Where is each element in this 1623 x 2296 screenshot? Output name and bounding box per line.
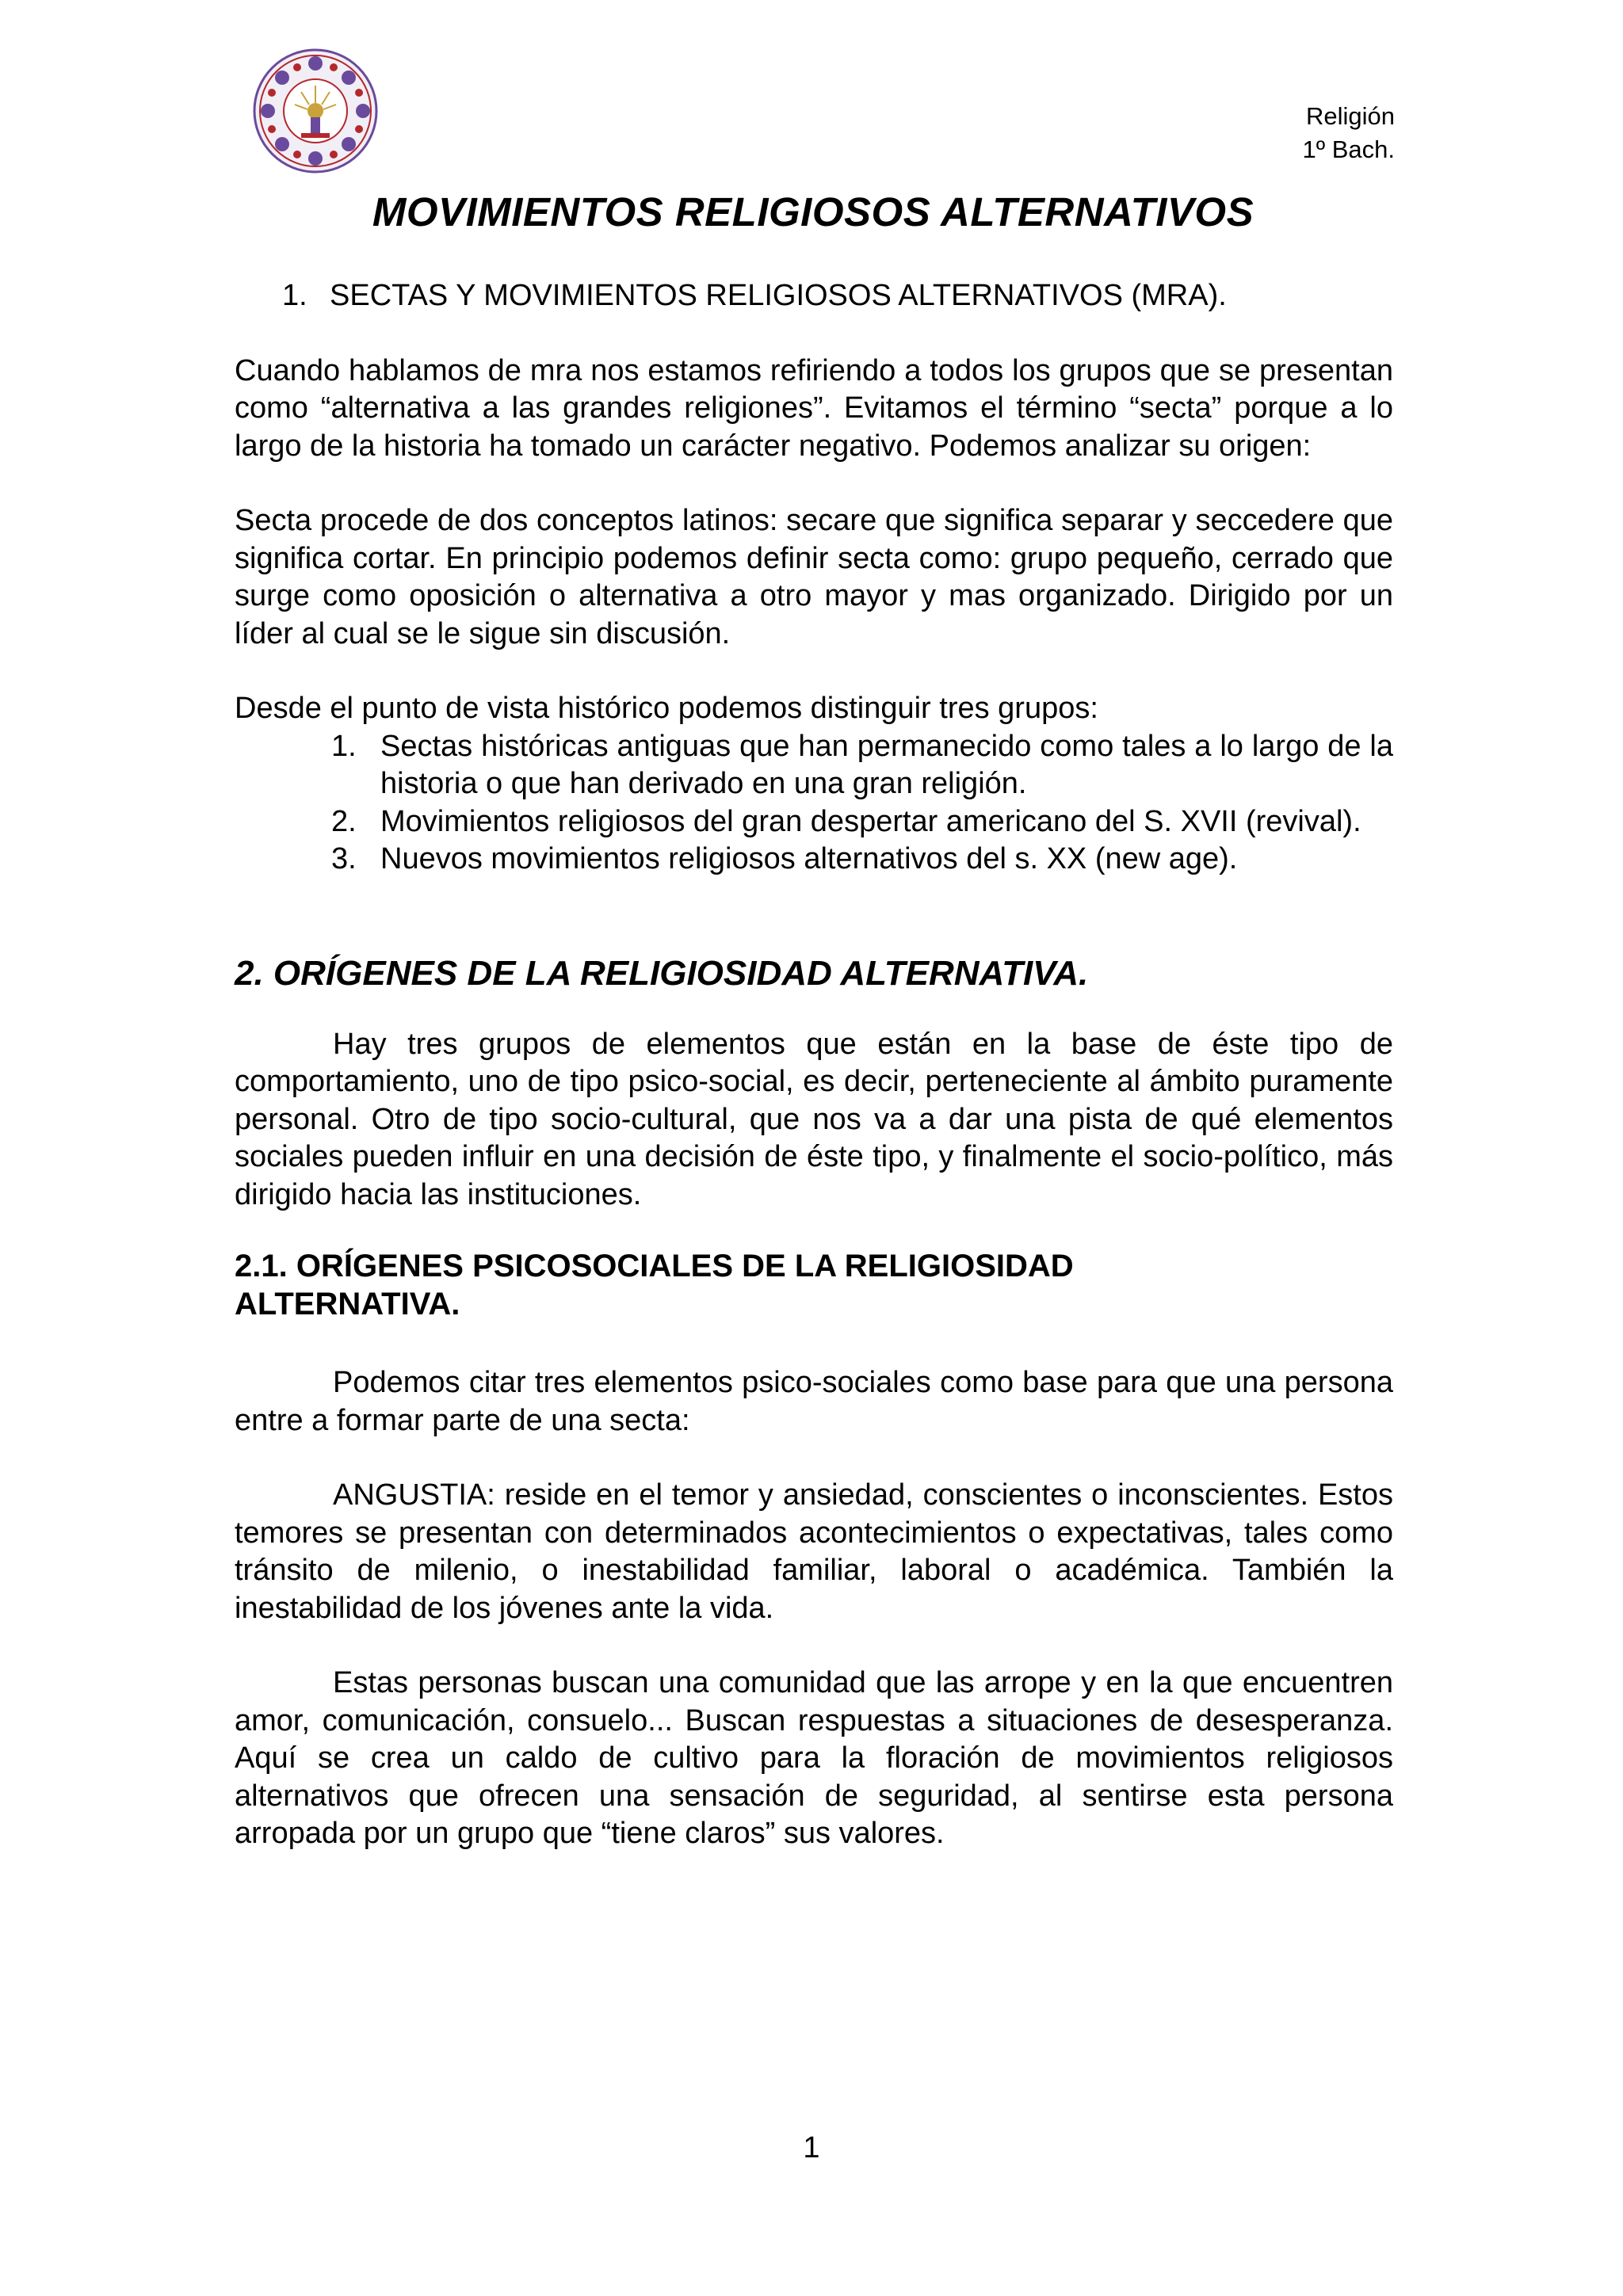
section-1-number: 1. (282, 279, 307, 312)
list-item (235, 841, 1393, 879)
section-2-1-heading-line: ALTERNATIVA. (235, 1287, 460, 1322)
page-header (1303, 100, 1395, 166)
list-item-number: 1. (331, 729, 357, 763)
list-item (235, 728, 1393, 803)
list-item-text: Movimientos religiosos del gran despertar americano del S. XVII (revival). (380, 804, 1361, 838)
paragraph: Podemos citar tres elementos psico-sociales como base para que una persona entre a formar parte de una secta: (235, 1366, 1393, 1437)
paragraph: Estas personas buscan una comunidad que las arrope y en la que encuentren amor, comunicación, consuelo... Buscan respuestas a situaciones de desesperanza. Aquí se crea un caldo de cultivo para la floración de movimientos religiosos alternativos que ofrecen una sensación de seguridad, al sentirse esta persona arropada por un grupo que “tiene claros” sus valores. (235, 1666, 1393, 1850)
section-2-heading: 2. ORÍGENES DE LA RELIGIOSIDAD ALTERNATIVA. (235, 953, 1089, 993)
section-2-1-heading (235, 1247, 1393, 1323)
header-course: 1º Bach. (1302, 135, 1395, 163)
paragraph: Hay tres grupos de elementos que están en la base de éste tipo de comportamiento, uno de tipo psico-social, es decir, perteneciente al ámbito puramente personal. Otro de tipo socio-cultural, que nos va a dar una pista de qué elementos sociales pueden influir en una decisión de éste tipo, y finalmente el socio-político, más dirigido hacia las instituciones. (235, 1027, 1393, 1211)
document-body (235, 277, 1393, 1853)
paragraph: Secta procede de dos conceptos latinos: secare que significa separar y seccedere que significa cortar. En principio podemos definir secta como: grupo pequeño, cerrado que surge como oposición o alternativa a otro mayor y mas organizado. Dirigido por un líder al cual se le sigue sin discusión. (235, 504, 1393, 650)
section-1-heading (282, 277, 1393, 315)
header-subject: Religión (1305, 102, 1395, 130)
paragraph: Cuando hablamos de mra nos estamos refiriendo a todos los grupos que se presentan como “alternativa a las grandes religiones”. Evitamos el término “secta” porque a lo largo de la historia ha tomado un carácter negativo. Podemos analizar su origen: (235, 353, 1393, 463)
list-item-text: Nuevos movimientos religiosos alternativos del s. XX (new age). (380, 842, 1238, 875)
section-1-title: SECTAS Y MOVIMIENTOS RELIGIOSOS ALTERNATIVOS (MRA). (330, 279, 1227, 312)
document-title: MOVIMIENTOS RELIGIOSOS ALTERNATIVOS (372, 189, 1254, 235)
list-item (235, 803, 1393, 841)
school-seal-icon (252, 48, 379, 174)
paragraph: ANGUSTIA: reside en el temor y ansiedad, conscientes o inconscientes. Estos temores se presentan con determinados acontecimientos o expectativas, tales como tránsito de milenio, o inestabilidad familiar, laboral o académica. También la inestabilidad de los jóvenes ante la vida. (235, 1478, 1393, 1625)
list-item-number: 3. (331, 842, 357, 875)
section-2-1-heading-line: 2.1. ORÍGENES PSICOSOCIALES DE LA RELIGIOSIDAD (235, 1249, 1074, 1283)
groups-list (235, 728, 1393, 879)
list-item-text: Sectas históricas antiguas que han permanecido como tales a lo largo de la historia o que han derivado en una gran religión. (380, 729, 1393, 800)
list-item-number: 2. (331, 804, 357, 838)
paragraph: Desde el punto de vista histórico podemos distinguir tres grupos: (235, 692, 1098, 725)
page-number: 1 (803, 2131, 820, 2164)
